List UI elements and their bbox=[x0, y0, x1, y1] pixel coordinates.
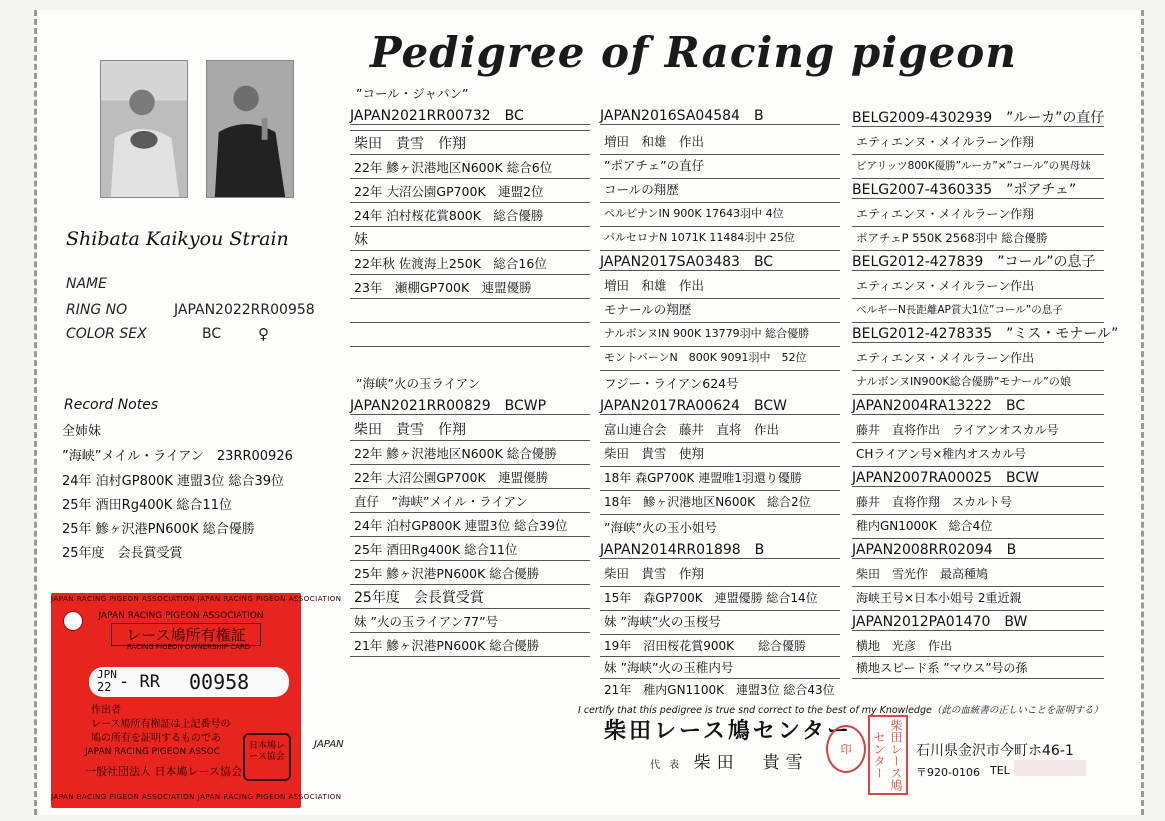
rule bbox=[350, 130, 590, 131]
gen3-line: ビアリッツ800K優勝”ルーカ”×”コール”の異母妹 bbox=[856, 160, 1091, 172]
gen3-ring: BELG2012-427839 ”コール”の息子 bbox=[852, 254, 1104, 271]
rule bbox=[350, 346, 590, 347]
gen2-line: ”海峡”火の玉小姐号 bbox=[604, 520, 717, 535]
sire-line: 22年 大沼公園GP700K 連盟2位 bbox=[354, 184, 544, 199]
gen2-ring: JAPAN2014RR01898 B bbox=[600, 542, 840, 559]
japan-label: JAPAN bbox=[314, 739, 344, 750]
gen2-line: フジー・ライアン624号 bbox=[604, 376, 739, 391]
rule bbox=[852, 538, 1104, 539]
gen2-line: 増田 和雄 作出 bbox=[604, 134, 705, 149]
card-ring-number bbox=[89, 667, 289, 697]
rule bbox=[600, 250, 840, 251]
gen2-line: 増田 和雄 作出 bbox=[604, 278, 705, 293]
card-stamp: 日本鳩レース協会 bbox=[243, 733, 291, 781]
color-sex-label bbox=[66, 325, 269, 343]
gen3-line: ナルボンヌIN900K総合優勝”モナール”の娘 bbox=[856, 375, 1071, 388]
gen3-line: 横地 光彦 作出 bbox=[856, 639, 953, 653]
rule bbox=[600, 678, 840, 679]
gen3-line: 柴田 雪光作 最高種鳩 bbox=[856, 567, 989, 581]
rule bbox=[600, 610, 840, 611]
note-line: 25年 鰺ヶ沢港PN600K 総合優勝 bbox=[62, 522, 255, 537]
sire-line: 24年 泊村桜花賞800K 総合優勝 bbox=[354, 208, 544, 223]
sire-line: ”コール・ジャパン” bbox=[356, 86, 469, 101]
rule bbox=[600, 154, 840, 155]
rule bbox=[350, 584, 590, 585]
gen2-line: バルセロナN 1071K 11484羽中 25位 bbox=[604, 231, 795, 244]
gen3-ring: BELG2012-4278335 ”ミス・モナール” bbox=[852, 326, 1119, 342]
center-name: 柴田レース鳩センター bbox=[604, 718, 853, 744]
rule bbox=[600, 656, 840, 657]
card-band-top: JAPAN RACING PIGEON ASSOCIATION JAPAN RACING PIGEON ASSOCIATION bbox=[51, 595, 342, 603]
sire-line: 22年秋 佐渡海上250K 総合16位 bbox=[354, 256, 547, 271]
tel-label: TEL bbox=[990, 764, 1010, 777]
rule bbox=[600, 490, 840, 491]
rule bbox=[350, 608, 590, 609]
rule bbox=[852, 656, 1104, 657]
gen2-line: ”ポアチェ”の直仔 bbox=[604, 158, 705, 173]
rule bbox=[600, 178, 840, 179]
note-line: 24年 泊村GP800K 連盟3位 総合39位 bbox=[62, 474, 285, 489]
ring-label bbox=[66, 302, 315, 318]
rep-label: 代 表 bbox=[650, 760, 683, 771]
rule bbox=[852, 226, 1104, 227]
gen3-line: ポアチェP 550K 2568羽中 総合優勝 bbox=[856, 231, 1048, 245]
rule bbox=[350, 202, 590, 203]
note-line: 25年 酒田Rg400K 総合11位 bbox=[62, 498, 232, 513]
dam-line: 25年度 会長賞受賞 bbox=[354, 590, 484, 606]
rule bbox=[350, 298, 590, 299]
gen2-line: ペルピナンIN 900K 17643羽中 4位 bbox=[604, 207, 784, 220]
square-seal: 柴田レース鳩センター bbox=[868, 715, 908, 795]
card-hole bbox=[63, 611, 83, 631]
card-band-bottom: JAPAN RACING PIGEON ASSOCIATION JAPAN RACING PIGEON ASSOCIATION bbox=[51, 793, 342, 801]
ring-value: JAPAN2022RR00958 bbox=[174, 302, 315, 318]
rule bbox=[852, 610, 1104, 611]
rule bbox=[852, 322, 1104, 323]
dam-line: 柴田 貴雪 作翔 bbox=[354, 422, 466, 438]
gen2-line: 柴田 貴雪 作翔 bbox=[604, 566, 705, 581]
gen3-line: エティエンヌ・メイルラーン作翔 bbox=[856, 207, 1035, 221]
gen3-line: ベルギーN長距離AP賞大1位”コール”の息子 bbox=[856, 304, 1063, 316]
dam-ring: JAPAN2021RR00829 BCWP bbox=[350, 398, 590, 415]
gen2-line: ナルボンヌIN 900K 13779羽中 総合優勝 bbox=[604, 327, 810, 340]
rule bbox=[600, 442, 840, 443]
gen2-line: 19年 沼田桜花賞900K 総合優勝 bbox=[604, 639, 807, 653]
page-title: Pedigree of Racing pigeon bbox=[370, 28, 1017, 77]
sire-line: 柴田 貴雪 作翔 bbox=[354, 136, 466, 152]
representative bbox=[650, 748, 809, 773]
rep-name: 柴田 貴雪 bbox=[693, 753, 809, 773]
rule bbox=[600, 298, 840, 299]
rule bbox=[852, 394, 1104, 395]
certify-statement: I certify that this pedigree is true snd correct to the best of my Knowledge（此の血統書の正しいことを証明する） bbox=[578, 705, 1103, 716]
dam-line: 24年 泊村GP800K 連盟3位 総合39位 bbox=[354, 518, 568, 533]
rule bbox=[350, 322, 590, 323]
note-line: ”海峡”メイル・ライアン 23RR00926 bbox=[62, 449, 293, 464]
redacted-phone bbox=[1014, 760, 1086, 776]
rule bbox=[600, 346, 840, 347]
gen2-ring: JAPAN2017SA03483 BC bbox=[600, 254, 840, 271]
name-label: NAME bbox=[66, 276, 107, 292]
dam-line: 22年 大沼公園GP700K 連盟優勝 bbox=[354, 470, 549, 485]
dam-line: 25年 鰺ヶ沢港PN600K 総合優勝 bbox=[354, 566, 540, 581]
dam-line: 妹 ”火の玉ライアン77”号 bbox=[354, 614, 499, 629]
card-title-jp: レース鳩所有権証 bbox=[111, 623, 261, 646]
card-series: - RR bbox=[119, 672, 160, 692]
gen2-line: 妹 ”海峡”火の玉稚内号 bbox=[604, 660, 734, 675]
rule bbox=[350, 656, 590, 657]
rule bbox=[852, 466, 1104, 467]
sex-value: ♀ bbox=[258, 325, 269, 343]
note-line: 全姉妹 bbox=[62, 424, 102, 439]
rule bbox=[600, 514, 840, 515]
gen3-ring: BELG2009-4302939 ”ルーカ”の直仔 bbox=[852, 110, 1105, 126]
card-cert-text: レース鳩所有権証は上記番号の bbox=[91, 719, 231, 730]
rule bbox=[600, 322, 840, 323]
gen2-line: 柴田 貴雪 使翔 bbox=[604, 446, 705, 461]
rule bbox=[350, 178, 590, 179]
rule bbox=[600, 370, 840, 371]
gen2-line: 富山連合会 藤井 直将 作出 bbox=[604, 422, 780, 437]
card-assoc-en: JAPAN RACING PIGEON ASSOCIATION bbox=[98, 611, 264, 621]
rule bbox=[350, 250, 590, 251]
card-assoc-en2: JAPAN RACING PIGEON ASSOC bbox=[85, 747, 221, 757]
gen2-line: 妹 ”海峡”火の玉桜号 bbox=[604, 614, 721, 629]
gen3-line: 藤井 直将作翔 スカルト号 bbox=[856, 495, 1013, 509]
gen2-line: 15年 森GP700K 連盟優勝 総合14位 bbox=[604, 591, 818, 605]
sire-line: 22年 鰺ヶ沢港地区N600K 総合6位 bbox=[354, 160, 553, 175]
rule bbox=[350, 226, 590, 227]
rule bbox=[852, 250, 1104, 251]
gen2-ring: JAPAN2016SA04584 B bbox=[600, 108, 840, 125]
gen2-line: 18年 鰺ヶ沢港地区N600K 総合2位 bbox=[604, 495, 811, 509]
gen2-line: モントバーンN 800K 9091羽中 52位 bbox=[604, 351, 807, 364]
gen3-ring: JAPAN2007RA00025 BCW bbox=[852, 470, 1104, 487]
gen3-ring: BELG2007-4360335 ”ポアチェ” bbox=[852, 182, 1104, 199]
round-seal: 印 bbox=[826, 725, 866, 773]
rule bbox=[852, 514, 1104, 515]
rule bbox=[350, 274, 590, 275]
card-number: 00958 bbox=[189, 670, 250, 694]
dam-line: 25年 酒田Rg400K 総合11位 bbox=[354, 542, 518, 557]
card-assoc-jp: 一般社団法人 日本鳩レース協会 bbox=[85, 765, 242, 778]
gen3-line: 稚内GN1000K 総合4位 bbox=[856, 519, 993, 533]
card-breeder-label: 作出者 bbox=[91, 705, 121, 716]
rule bbox=[852, 370, 1104, 371]
rule bbox=[852, 154, 1104, 155]
color-value: BC bbox=[202, 326, 222, 342]
rule bbox=[600, 586, 840, 587]
rule bbox=[852, 178, 1104, 179]
address: 石川県金沢市今町ホ46-1 bbox=[916, 743, 1074, 759]
record-notes-heading: Record Notes bbox=[64, 397, 159, 413]
dam-line: ”海峡”火の玉ライアン bbox=[356, 376, 481, 391]
gen3-line: 海峡王号×日本小姐号 2重近親 bbox=[856, 591, 1022, 605]
rule bbox=[350, 488, 590, 489]
gen2-line: モナールの翔歴 bbox=[604, 302, 692, 317]
breeder-photo bbox=[100, 60, 188, 198]
card-year: 22 bbox=[97, 680, 112, 694]
dam-line: 直仔 ”海峡”メイル・ライアン bbox=[354, 494, 528, 509]
rule bbox=[600, 202, 840, 203]
rule bbox=[350, 464, 590, 465]
rule bbox=[600, 226, 840, 227]
sire-line: 妹 bbox=[354, 232, 368, 248]
zip-code: 〒920-0106 bbox=[916, 766, 980, 779]
rule bbox=[350, 536, 590, 537]
rule bbox=[852, 586, 1104, 587]
strain-name: Shibata Kaikyou Strain bbox=[66, 228, 289, 250]
card-jpn: JPN bbox=[97, 668, 117, 681]
ownership-card bbox=[51, 593, 342, 808]
ring-label-text: RING NO bbox=[66, 302, 128, 318]
gen3-line: エティエンヌ・メイルラーン作出 bbox=[856, 351, 1035, 365]
rule bbox=[350, 632, 590, 633]
gen2-ring: JAPAN2017RA00624 BCW bbox=[600, 398, 840, 415]
gen3-line: エティエンヌ・メイルラーン作出 bbox=[856, 279, 1035, 293]
rule bbox=[350, 440, 590, 441]
rule bbox=[852, 298, 1104, 299]
gen3-ring: JAPAN2004RA13222 BC bbox=[852, 398, 1104, 415]
rule bbox=[852, 442, 1104, 443]
sire-line: 23年 瀬棚GP700K 連盟優勝 bbox=[354, 280, 532, 295]
gen2-line: コールの翔歴 bbox=[604, 182, 679, 197]
gen3-line: CHライアン号×稚内オスカル号 bbox=[856, 447, 1027, 461]
dam-line: 21年 鰺ヶ沢港PN600K 総合優勝 bbox=[354, 638, 540, 653]
color-label-text: COLOR SEX bbox=[66, 326, 147, 342]
handler-photo bbox=[206, 60, 294, 198]
rule bbox=[350, 154, 590, 155]
gen3-line: 藤井 直将作出 ライアンオスカル号 bbox=[856, 423, 1059, 437]
gen3-ring: JAPAN2012PA01470 BW bbox=[852, 614, 1104, 631]
rule bbox=[600, 634, 840, 635]
card-cert-text: 鳩の所有を証明するものであ bbox=[91, 733, 221, 744]
gen3-ring: JAPAN2008RR02094 B bbox=[852, 542, 1104, 559]
rule bbox=[852, 678, 1104, 679]
dam-line: 22年 鰺ヶ沢港地区N600K 総合優勝 bbox=[354, 446, 557, 461]
rule bbox=[350, 512, 590, 513]
gen3-line: 横地スピード系 ”マウス”号の孫 bbox=[856, 661, 1028, 675]
note-line: 25年度 会長賞受賞 bbox=[62, 546, 183, 561]
rule bbox=[600, 466, 840, 467]
sire-ring: JAPAN2021RR00732 BC bbox=[350, 108, 590, 125]
gen3-line: エティエンヌ・メイルラーン作翔 bbox=[856, 135, 1035, 149]
gen2-line: 21年 稚内GN1100K 連盟3位 総合43位 bbox=[604, 683, 835, 697]
rule bbox=[350, 560, 590, 561]
gen2-line: 18年 森GP700K 連盟唯1羽還り優勝 bbox=[604, 471, 802, 485]
card-title-en: RACING PIGEON OWNERSHIP CARD bbox=[126, 643, 251, 651]
